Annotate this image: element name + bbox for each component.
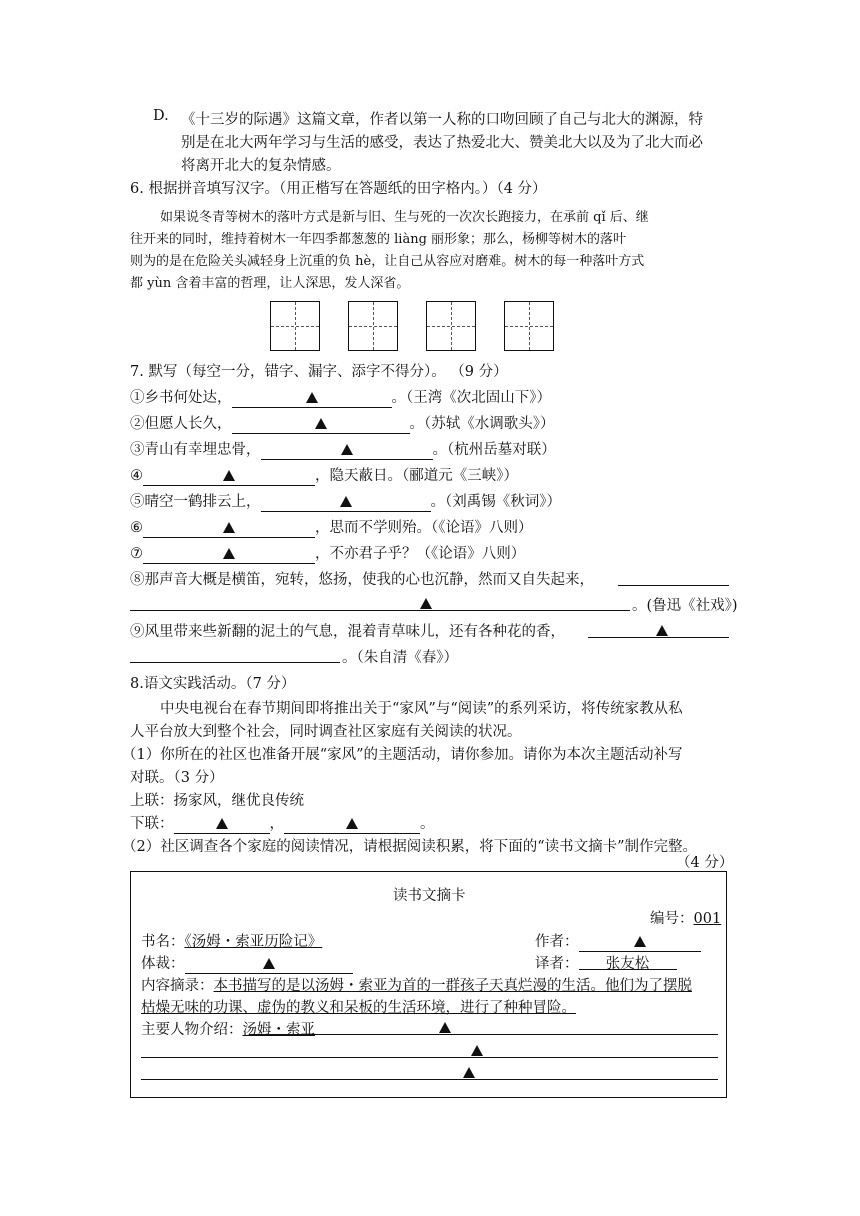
card-number-label: 编号： <box>650 911 694 927</box>
q7-item-9-line-1: ⑨风里带来些新翻的泥土的气息，混着青草味儿，还有各种花的香， <box>130 624 565 640</box>
q7-item-4-blank[interactable] <box>143 468 315 486</box>
q6-title: 6. 根据拼音填写汉字。（用正楷写在答题纸的田字格内。）（4 分） <box>130 181 547 197</box>
tianzige-box-4[interactable] <box>504 301 554 351</box>
card-genre-blank[interactable] <box>185 956 353 974</box>
card-summary-label: 内容摘录： <box>141 978 214 994</box>
q7-item-1 <box>130 386 551 408</box>
q6-paragraph-line-2: 往开来的同时，维持着树木一年四季都葱葱的 liàng 丽形象；那么，杨柳等树木的落叶 <box>130 232 627 247</box>
q8-xialian-comma: ， <box>269 816 284 832</box>
q7-item-2 <box>130 412 555 434</box>
q7-item-4 <box>130 464 518 486</box>
q6-paragraph-line-4: 都 yùn 含着丰富的哲理，让人深思，发人深省。 <box>130 276 410 291</box>
q7-item-8-blank-start[interactable] <box>618 585 729 586</box>
q7-item-4-pre: ④ <box>130 468 143 484</box>
blank-marker-icon <box>471 1045 483 1056</box>
q7-item-3-blank[interactable] <box>261 442 433 460</box>
option-d-label: D. <box>153 108 169 124</box>
card-character-label: 主要人物介绍： <box>141 1022 243 1038</box>
card-number <box>650 907 721 928</box>
q7-item-7-pre: ⑦ <box>130 546 143 562</box>
q8-part1-line-2: 对联。（3 分） <box>130 770 224 786</box>
blank-marker-icon <box>340 496 352 507</box>
card-title: 读书文摘卡 <box>393 888 466 904</box>
q7-item-1-blank[interactable] <box>232 390 392 408</box>
q8-title: 8.语文实践活动。（7 分） <box>130 676 296 692</box>
q7-item-8-tail: 。(鲁迅《社戏》) <box>632 598 738 614</box>
q7-item-1-pre: ①乡书何处达， <box>130 390 232 406</box>
q8-part2-line-1: （2）社区调查各个家庭的阅读情况，请根据阅读积累，将下面的“读书文摘卡”制作完整。 <box>122 839 698 855</box>
card-summary-text-2: 枯燥无味的功课、虚伪的教义和呆板的生活环境，进行了种种冒险。 <box>141 1000 576 1016</box>
tianzige-box-1[interactable] <box>270 301 320 351</box>
q7-item-1-post: 。（王湾《次北固山下》） <box>391 390 551 406</box>
q8-shanglian: 上联：扬家风，继优良传统 <box>130 793 304 809</box>
q6-paragraph-line-3: 则为的是在危险关头减轻身上沉重的负 hè，让自己从容应对磨难。树木的每一种落叶方式 <box>130 254 645 269</box>
card-translator-value: 张友松 <box>579 952 677 970</box>
q7-item-5-post: 。（刘禹锡《秋词》） <box>430 494 561 510</box>
q7-item-9-blank-start[interactable] <box>588 637 729 638</box>
blank-marker-icon <box>634 936 646 947</box>
card-genre <box>141 952 353 974</box>
option-d-line-1: 《十三岁的际遇》这篇文章，作者以第一人称的口吻回顾了自己与北大的渊源，特 <box>181 112 703 128</box>
q8-xialian-label: 下联： <box>130 816 174 832</box>
q7-item-6-pre: ⑥ <box>130 520 143 536</box>
tianzige-box-2[interactable] <box>348 301 398 351</box>
q7-title: 7. 默写（每空一分，错字、漏字、添字不得分）。 （9 分） <box>130 364 508 380</box>
q8-xialian <box>130 812 435 834</box>
card-character-blank-2[interactable] <box>141 1057 718 1058</box>
card-summary-line-1 <box>141 974 692 995</box>
card-book-label: 书名： <box>141 934 185 950</box>
q8-intro-line-2: 人平台放大到整个社会，同时调查社区家庭有关阅读的状况。 <box>130 724 522 740</box>
q7-item-8-line-1: ⑧那声音大概是横笛，宛转，悠扬，使我的心也沉静，然而又自失起来， <box>130 572 594 588</box>
q7-item-5-pre: ⑤晴空一鹤排云上， <box>130 494 261 510</box>
card-character-blank-3[interactable] <box>141 1079 718 1080</box>
q8-part2-score: （4 分） <box>676 855 734 871</box>
blank-marker-icon <box>263 958 275 969</box>
q7-item-4-post: ，隐天蔽日。（郦道元《三峡》） <box>315 468 518 484</box>
reading-card <box>130 871 727 1098</box>
q7-item-2-pre: ②但愿人长久， <box>130 416 232 432</box>
blank-marker-icon <box>420 598 432 609</box>
blank-marker-icon <box>439 1022 451 1033</box>
q8-xialian-end: 。 <box>420 816 435 832</box>
q7-item-6 <box>130 516 533 538</box>
card-author <box>535 930 701 952</box>
blank-marker-icon <box>223 522 235 533</box>
blank-marker-icon <box>656 625 668 636</box>
card-author-blank[interactable] <box>579 934 701 952</box>
card-book-value: 《汤姆・索亚历险记》 <box>184 934 323 950</box>
xialian-blank-2[interactable] <box>284 816 420 834</box>
blank-marker-icon <box>346 818 358 829</box>
blank-marker-icon <box>315 418 327 429</box>
q7-item-3-post: 。（杭州岳墓对联） <box>432 442 556 458</box>
q7-item-7-blank[interactable] <box>143 546 315 564</box>
tianzige-box-3[interactable] <box>426 301 476 351</box>
q7-item-3 <box>130 438 556 460</box>
card-translator <box>535 952 677 973</box>
q7-item-2-post: 。（苏轼《水调歌头》） <box>409 416 555 432</box>
blank-marker-icon <box>223 548 235 559</box>
q8-part1-line-1: （1）你所在的社区也准备开展“家风”的主题活动，请你参加。请你为本次主题活动补写 <box>122 747 683 763</box>
blank-marker-icon <box>223 470 235 481</box>
card-book <box>141 930 322 951</box>
blank-marker-icon <box>216 818 228 829</box>
card-genre-label: 体裁： <box>141 956 185 972</box>
card-author-label: 作者： <box>535 934 579 950</box>
blank-marker-icon <box>306 392 318 403</box>
card-summary-text-1: 本书描写的是以汤姆・索亚为首的一群孩子天真烂漫的生活。他们为了摆脱 <box>213 978 692 994</box>
q6-paragraph-line-1: 如果说冬青等树木的落叶方式是新与旧、生与死的一次次长跑接力，在承前 qǐ 后、继 <box>160 210 649 225</box>
q7-item-6-post: ，思而不学则殆。（《论语》八则） <box>315 520 533 536</box>
q7-item-3-pre: ③青山有幸埋忠骨， <box>130 442 261 458</box>
q7-item-8-blank[interactable] <box>130 610 630 611</box>
blank-marker-icon <box>341 444 353 455</box>
option-d-line-3: 将离开北大的复杂情感。 <box>181 158 341 174</box>
option-d-line-2: 别是在北大两年学习与生活的感受，表达了热爱北大、赞美北大以及为了北大而必 <box>181 135 703 151</box>
q7-item-9-tail: 。（朱自清《春》） <box>342 650 458 666</box>
card-number-value: 001 <box>693 911 722 927</box>
q7-item-2-blank[interactable] <box>232 416 410 434</box>
card-character-blank-1[interactable] <box>249 1034 718 1035</box>
q7-item-5-blank[interactable] <box>261 494 431 512</box>
card-character-value: 汤姆・索亚 <box>242 1022 315 1038</box>
q7-item-9-blank[interactable] <box>130 662 340 663</box>
blank-marker-icon <box>463 1067 475 1078</box>
card-character <box>141 1018 315 1039</box>
q8-intro-line-1: 中央电视台在春节期间即将推出关于“家风”与“阅读”的系列采访，将传统家教从私 <box>160 701 683 717</box>
q7-item-5 <box>130 490 561 512</box>
xialian-blank-1[interactable] <box>174 816 270 834</box>
card-translator-label: 译者： <box>535 956 579 972</box>
q7-item-7 <box>130 542 525 564</box>
q7-item-6-blank[interactable] <box>143 520 315 538</box>
q7-item-7-post: ，不亦君子乎？（《论语》八则） <box>315 546 526 562</box>
